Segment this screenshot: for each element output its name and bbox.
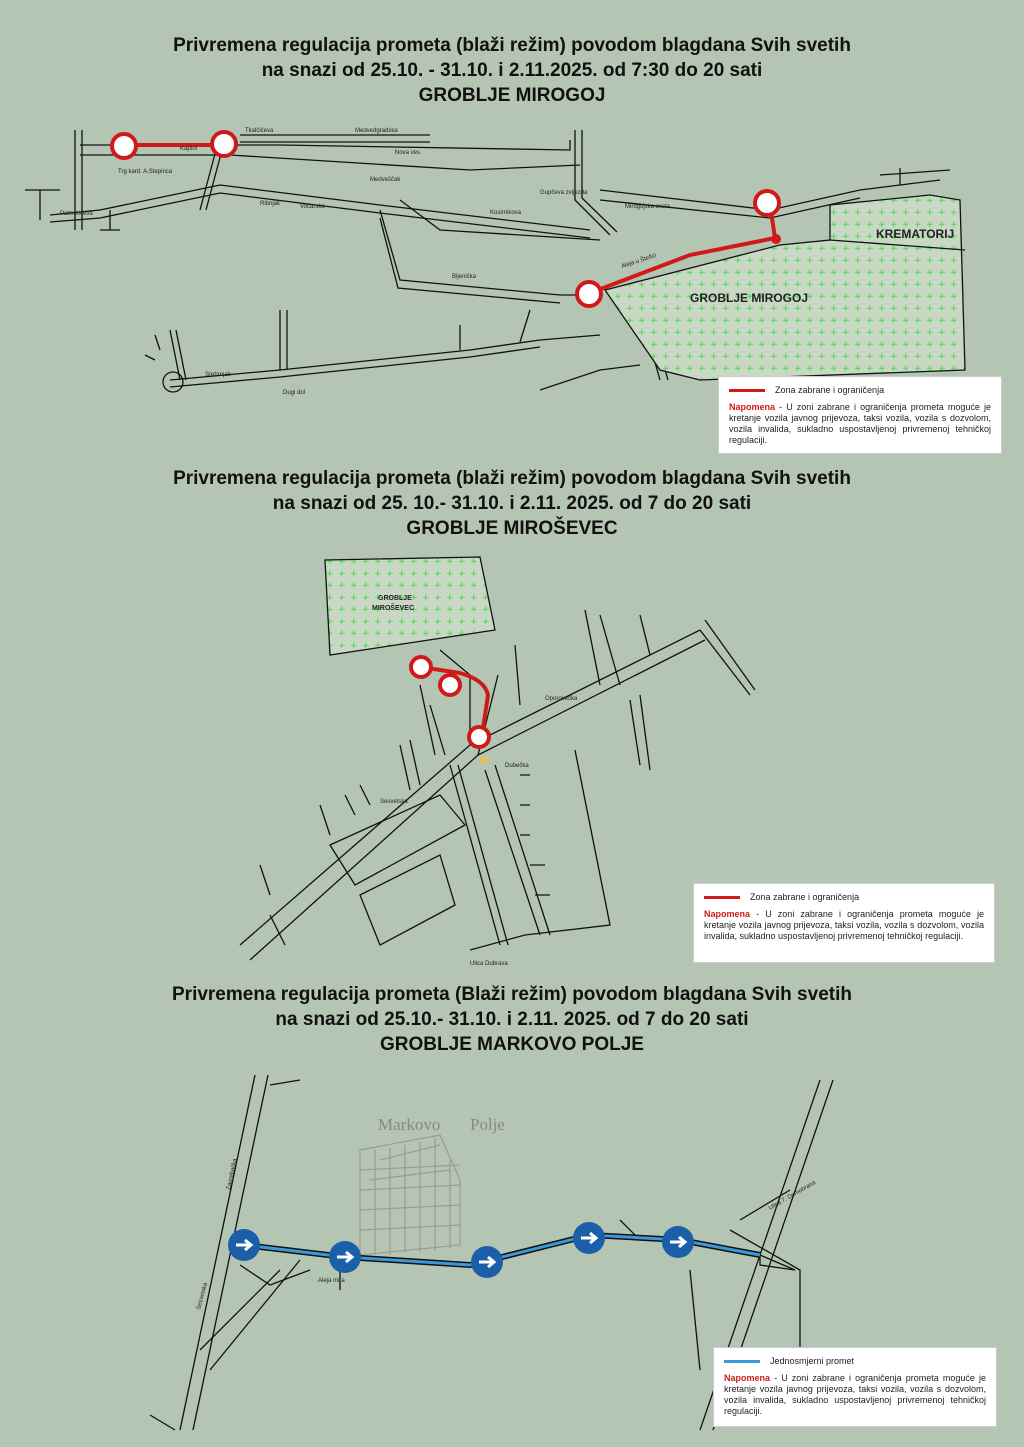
street-label: Aleja mira	[318, 1278, 345, 1284]
street-label: Oporovečka	[545, 696, 578, 702]
mirosevec-title-line1: Privremena regulacija prometa (blaži režim) povodom blagdana Svih svetih	[173, 468, 851, 489]
markovo-polje-cemetery-grid	[360, 1135, 460, 1255]
closure-marker[interactable]	[440, 675, 460, 695]
street-label: Mirogojska cesta	[625, 204, 671, 210]
one-way-line-icon	[724, 1360, 760, 1363]
street-label: Medveščak	[370, 177, 401, 183]
street-label: Sesvetska	[196, 1282, 210, 1311]
markovo-polje-legend	[713, 1347, 997, 1427]
mirosevec-legend	[693, 883, 995, 963]
mirogoj-title-line1: Privremena regulacija prometa (blaži režim) povodom blagdana Svih svetih	[173, 35, 851, 56]
street-label: Sesvetska	[380, 799, 408, 805]
street-label: Bijenička	[452, 274, 477, 280]
mirosevec-cemetery-label-2: MIROŠEVEC	[372, 605, 415, 612]
mirogoj-cemetery-label: GROBLJE MIROGOJ	[690, 291, 809, 305]
closure-marker[interactable]	[212, 132, 236, 156]
mirosevec-legend-note	[704, 909, 984, 942]
street-label: Dubečka	[505, 763, 529, 769]
mirosevec-cemetery-label: GROBLJE	[378, 595, 412, 602]
street-label: Medvedgradska	[355, 128, 398, 134]
mirosevec-title-line3: GROBLJE MIROŠEVEC	[406, 518, 618, 539]
mirogoj-legend	[718, 376, 1002, 454]
street-label: Dugi dol	[283, 390, 306, 396]
street-label: Aleja u Štefici	[620, 252, 658, 270]
street-label: Ribnjak	[260, 201, 281, 207]
krematorij-label: KREMATORIJ	[876, 227, 955, 241]
markovo-polje-label-2: Polje	[470, 1115, 505, 1134]
closure-marker[interactable]	[469, 727, 489, 747]
markovo-polje-title	[0, 982, 1024, 1057]
one-way-arrow-icon[interactable]	[471, 1246, 503, 1278]
mirogoj-legend-note	[729, 402, 991, 446]
markovo-polje-legend-note	[724, 1373, 986, 1417]
street-label: Ulica Dubrava	[470, 961, 508, 967]
mirogoj-title-line2: na snazi od 25.10. - 31.10. i 2.11.2025. od 7:30 do 20 sati	[261, 60, 763, 81]
street-label: Gupčeva zvijezda	[540, 190, 588, 196]
note-label: Napomena	[729, 402, 776, 412]
street-label: Tkalčićeva	[245, 128, 274, 134]
street-label: Nova ves	[395, 150, 421, 156]
street-label: Kosirnikova	[490, 210, 522, 216]
note-text: - U zoni zabrane i ograničenja prometa moguće je kretanje vozila javnog prijevoza, taksi vozila, vozila s dozvolom, vozila invalida, sukladno uspostavljenoj privremenoj tehničkoj regulaciji.	[704, 909, 984, 941]
restriction-line-icon	[704, 896, 740, 899]
note-label: Napomena	[724, 1373, 771, 1383]
mirogoj-title	[0, 33, 1024, 108]
note-label: Napomena	[704, 909, 751, 919]
markovo-polje-street-labels	[196, 1158, 817, 1311]
street-label: Kaptol	[180, 146, 198, 152]
street-label: Ulica 7. Domobrana	[768, 1180, 817, 1212]
closure-marker[interactable]	[112, 134, 136, 158]
markovo-polje-title-line2: na snazi od 25.10.- 31.10. i 2.11. 2025. od 7 do 20 sati	[275, 1009, 749, 1030]
note-text: - U zoni zabrane i ograničenja prometa moguće je kretanje vozila javnog prijevoza, taksi vozila, vozila s dozvolom, vozila invalida, sukladno uspostavljenoj privremenoj tehničkoj regulaciji.	[729, 402, 991, 445]
mirogoj-legend-label: Zona zabrane i ograničenja	[775, 385, 885, 395]
closure-marker[interactable]	[411, 657, 431, 677]
closure-marker[interactable]	[577, 282, 601, 306]
markovo-polje-title-line3: GROBLJE MARKOVO POLJE	[380, 1034, 644, 1055]
street-label: Palmotićeva	[60, 211, 93, 217]
street-label: Srebrnjak	[205, 372, 231, 378]
mirosevec-legend-label: Zona zabrane i ograničenja	[750, 892, 860, 902]
one-way-arrow-icon[interactable]	[662, 1226, 694, 1258]
restriction-line-icon	[729, 389, 765, 392]
note-text: - U zoni zabrane i ograničenja prometa moguće je kretanje vozila javnog prijevoza, taksi vozila, vozila s dozvolom, vozila invalida, sukladno uspostavljenoj privremenoj tehničkoj regulaciji.	[724, 1373, 986, 1416]
markovo-polje-legend-label: Jednosmjerni promet	[770, 1356, 855, 1366]
markovo-polje-title-line1: Privremena regulacija prometa (Blaži režim) povodom blagdana Svih svetih	[172, 984, 852, 1005]
mirosevec-title	[0, 466, 1024, 541]
street-label: Trg kard. A.Stepinca	[118, 169, 173, 175]
mirogoj-cemetery-area	[605, 195, 965, 380]
mirosevec-title-line2: na snazi od 25. 10.- 31.10. i 2.11. 2025. od 7 do 20 sati	[272, 493, 752, 514]
one-way-arrow-icon[interactable]	[228, 1229, 260, 1261]
street-label: Zagrebačka	[226, 1158, 239, 1191]
mirogoj-map[interactable]	[0, 110, 1024, 410]
markovo-polje-label: Markovo	[378, 1115, 441, 1134]
mirogoj-title-line3: GROBLJE MIROGOJ	[418, 85, 606, 106]
mirogoj-street-labels	[60, 128, 671, 396]
one-way-arrow-icon[interactable]	[573, 1222, 605, 1254]
street-label: Voćarska	[300, 204, 325, 210]
one-way-arrow-icon[interactable]	[329, 1241, 361, 1273]
closure-marker[interactable]	[755, 191, 779, 215]
